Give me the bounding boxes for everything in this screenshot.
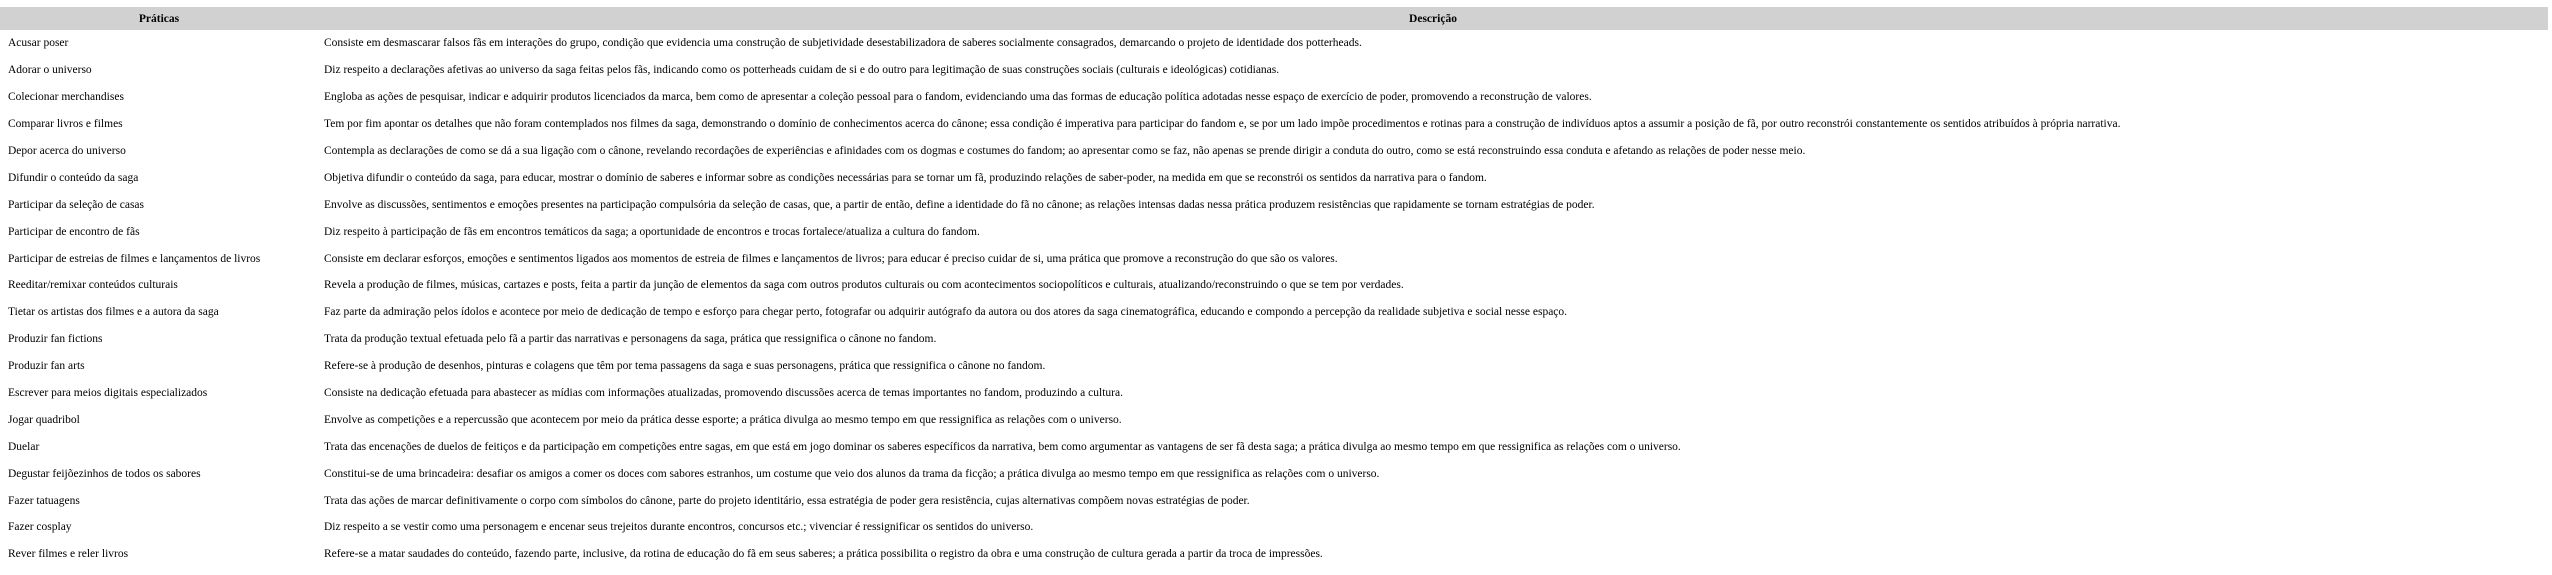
descricao-cell: Objetiva difundir o conteúdo da saga, para educar, mostrar o domínio de saberes e informar sobre as condições necessárias para se tornar um fã, produzindo relações de saber-poder, na medida em que se reconstrói os sentidos da narrativa para o fandom. [324, 171, 1487, 184]
descricao-cell: Consiste na dedicação efetuada para abastecer as mídias com informações atualizadas, promovendo discussões acerca de temas importantes no fandom, produzindo a cultura. [324, 387, 1123, 400]
pratica-cell: Fazer tatuagens [8, 494, 80, 507]
descricao-cell: Refere-se a matar saudades do conteúdo, fazendo parte, inclusive, da rotina de educação do fã em seus saberes; a prática possibilita o registro da obra e uma construção de cultura gerada a partir da troca de impressões. [324, 548, 1323, 561]
pratica-cell: Depor acerca do universo [8, 145, 126, 157]
pratica-cell: Participar de estreias de filmes e lançamentos de livros [8, 252, 261, 265]
descricao-cell: Diz respeito a declarações afetivas ao universo da saga feitas pelos fãs, indicando como os potterheads cuidam de si e do outro para legitimação de suas construções sociais (culturais e ideológicas) cotidianas. [324, 64, 1280, 77]
table-row [0, 514, 2548, 541]
pratica-cell: Participar de encontro de fãs [8, 225, 140, 238]
table-row [0, 272, 2548, 299]
descricao-cell: Diz respeito à participação de fãs em encontros temáticos da saga; a oportunidade de encontros e trocas fortalece/atualiza a cultura do fandom. [324, 225, 980, 238]
table-row [0, 353, 2548, 380]
table-row [0, 380, 2548, 407]
descricao-cell: Envolve as discussões, sentimentos e emoções presentes na participação compulsória da seleção de casas, que, a partir de então, define a identidade do fã no cânone; as relações intensas dadas nessa prática produzem resistências que rapidamente se tornam estratégias de poder. [324, 198, 1595, 211]
descricao-cell: Faz parte da admiração pelos ídolos e acontece por meio de dedicação de tempo e esforço para chegar perto, fotografar ou adquirir autógrafo da autora ou dos atores da saga cinematográfica, educando e compondo a percepção da realidade subjetiva e social nesse espaço. [324, 306, 1568, 319]
table-row [0, 487, 2548, 514]
pratica-cell: Produzir fan fictions [8, 333, 103, 346]
table-row [0, 111, 2548, 138]
pratica-cell: Fazer cosplay [8, 521, 72, 534]
descricao-cell: Constitui-se de uma brincadeira: desafiar os amigos a comer os doces com sabores estranhos, um costume que veio dos alunos da trama da ficção; a prática divulga ao mesmo tempo em que ressignifica as relações com o universo. [324, 467, 1380, 480]
pratica-cell: Escrever para meios digitais especializados [8, 387, 208, 400]
descricao-cell: Revela a produção de filmes, músicas, cartazes e posts, feita a partir da junção de elementos da saga com outros produtos culturais ou com acontecimentos sociopolíticos e culturais, atualizando/reconstruindo o que se tem por verdades. [324, 279, 1404, 292]
table-row [0, 326, 2548, 353]
descricao-cell: Trata das encenações de duelos de feitiços e da participação em competições entre sagas, em que está em jogo dominar os saberes específicos da narrativa, bem como argumentar as vantagens de ser fã desta saga; a prática divulga ao mesmo tempo em que ressignifica as relações com o universo. [324, 440, 1681, 453]
pratica-cell: Duelar [8, 440, 40, 453]
table-row [0, 299, 2548, 326]
descricao-cell: Refere-se à produção de desenhos, pinturas e colagens que têm por tema passagens da saga e suas personagens, prática que ressignifica o cânone no fandom. [324, 360, 1046, 373]
table-row [0, 406, 2548, 433]
table-row [0, 218, 2548, 245]
pratica-cell: Degustar feijõezinhos de todos os sabores [8, 467, 201, 480]
table-row [0, 460, 2548, 487]
header-praticas: Práticas [138, 12, 180, 25]
descricao-cell: Consiste em declarar esforços, emoções e sentimentos ligados aos momentos de estreia de filmes e lançamentos de livros; para educar é preciso cuidar de si, uma prática que promove a reconstrução do que são os valores. [324, 252, 1338, 265]
descricao-cell: Engloba as ações de pesquisar, indicar e adquirir produtos licenciados da marca, bem como de apresentar a coleção pessoal para o fandom, evidenciando uma das formas de educação política adotadas nesse espaço de exercício de poder, promovendo a reconstrução de valores. [324, 91, 1592, 104]
pratica-cell: Participar da seleção de casas [8, 198, 145, 211]
table-row [0, 191, 2548, 218]
descricao-cell: Trata da produção textual efetuada pelo fã a partir das narrativas e personagens da saga, prática que ressignifica o cânone no fandom. [324, 333, 937, 346]
table-row [0, 433, 2548, 460]
practices-table [0, 7, 2548, 568]
table-row [0, 57, 2548, 84]
pratica-cell: Colecionar merchandises [8, 91, 124, 104]
table-row [0, 138, 2548, 165]
descricao-cell: Trata das ações de marcar definitivamente o corpo com símbolos do cânone, parte do projeto identitário, essa estratégia de poder gera resistência, cujas alternativas compõem novas estratégias de poder. [324, 494, 1250, 507]
descricao-cell: Consiste em desmascarar falsos fãs em interações do grupo, condição que evidencia uma construção de subjetividade desestabilizadora de saberes socialmente consagrados, demarcando o projeto de identidade dos potterheads. [324, 37, 1362, 50]
table-row [0, 541, 2548, 568]
pratica-cell: Adorar o universo [8, 64, 92, 77]
pratica-cell: Tietar os artistas dos filmes e a autora da saga [8, 306, 219, 319]
table-body [0, 30, 2548, 568]
pratica-cell: Acusar poser [8, 37, 69, 50]
descricao-cell: Envolve as competições e a repercussão que acontecem por meio da prática desse esporte; a prática divulga ao mesmo tempo em que ressignifica as relações com o universo. [324, 413, 1122, 426]
table-header [0, 7, 2548, 30]
descricao-cell: Tem por fim apontar os detalhes que não foram contemplados nos filmes da saga, demonstrando o domínio de conhecimentos acerca do cânone; essa condição é imperativa para participar do fandom e, se por um lado impõe procedimentos e rotinas para a construção de indivíduos aptos a assumir a posição de fã, por outro reconstrói constantemente os sentidos atribuídos à própria narrativa. [324, 118, 2121, 131]
descricao-cell: Contempla as declarações de como se dá a sua ligação com o cânone, revelando recordações de experiências e afinidades com os dogmas e costumes do fandom; ao apresentar como se faz, não apenas se prende dirigir a conduta do outro, como se está reconstruindo essa conduta e afetando as relações de poder nesse meio. [324, 145, 1806, 157]
table-row [0, 84, 2548, 111]
pratica-cell: Comparar livros e filmes [8, 118, 123, 131]
pratica-cell: Difundir o conteúdo da saga [8, 171, 139, 184]
pratica-cell: Produzir fan arts [8, 360, 85, 373]
header-row [0, 7, 2548, 30]
pratica-cell: Rever filmes e reler livros [8, 548, 129, 561]
pratica-cell: Jogar quadribol [8, 413, 80, 426]
table-row [0, 164, 2548, 191]
header-descricao: Descrição [1409, 12, 1457, 25]
table-row [0, 30, 2548, 57]
table-row [0, 245, 2548, 272]
pratica-cell: Reeditar/remixar conteúdos culturais [8, 279, 178, 292]
descricao-cell: Diz respeito a se vestir como uma personagem e encenar seus trejeitos durante encontros, concursos etc.; vivenciar é ressignificar os sentidos do universo. [324, 521, 1034, 534]
